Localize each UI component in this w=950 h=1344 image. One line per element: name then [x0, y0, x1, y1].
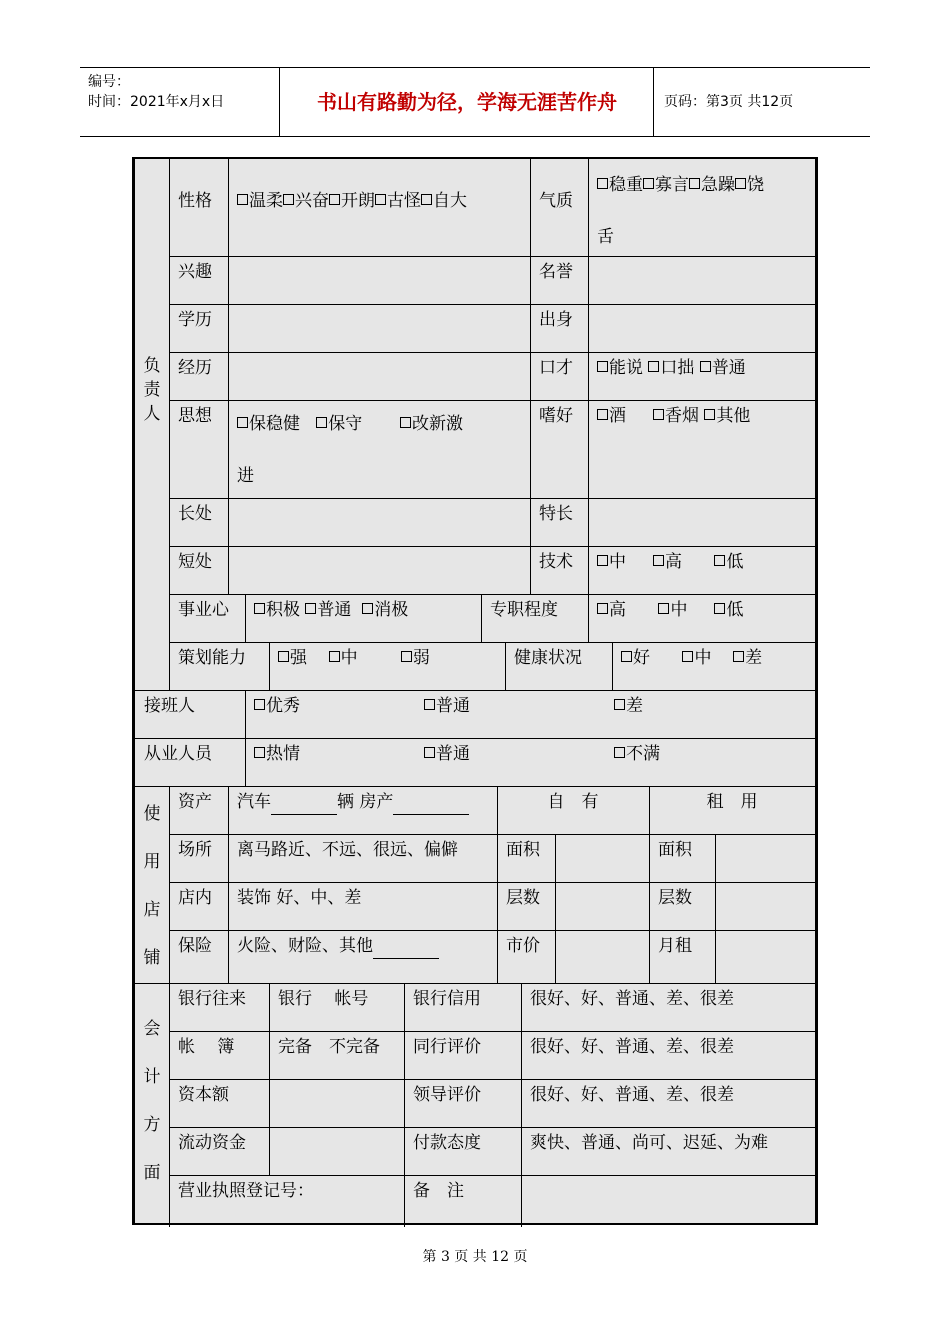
checkbox[interactable]: [362, 603, 373, 614]
thought-label: 思想: [178, 406, 212, 426]
checkbox[interactable]: [400, 417, 411, 428]
hobby-label: 嗜好: [539, 406, 573, 426]
leader-eval-label: 领导评价: [413, 1085, 481, 1105]
page-footer: 第 3 页 共 12 页: [422, 1249, 528, 1265]
checkbox[interactable]: [424, 747, 435, 758]
dedication-options: 高 中 低: [588, 594, 743, 622]
market-price-label: 市价: [506, 936, 540, 956]
checkbox[interactable]: [254, 603, 265, 614]
books-value: 完备 不完备: [278, 1037, 380, 1057]
assets-label: 资产: [178, 792, 212, 812]
assets-value: 汽车 辆 房产: [228, 786, 469, 815]
weakness-label: 短处: [178, 552, 212, 572]
interior-value: 装饰 好、中、差: [237, 888, 362, 908]
checkbox[interactable]: [648, 361, 659, 372]
rent-area-label: 面积: [658, 840, 692, 860]
assets-rent: 租 用: [706, 792, 758, 812]
license-label: 营业执照登记号：: [178, 1181, 314, 1201]
checkbox[interactable]: [278, 651, 289, 662]
reputation-label: 名誉: [539, 262, 573, 282]
interior-label: 店内: [178, 888, 212, 908]
accounting-group-label: 会 计 方 面: [143, 1019, 161, 1183]
temperament-label: 气质: [539, 191, 573, 211]
assets-own: 自 有: [547, 792, 599, 812]
checkbox[interactable]: [689, 178, 700, 189]
rent-floors-label: 层数: [658, 888, 692, 908]
interest-label: 兴趣: [178, 262, 212, 282]
checkbox[interactable]: [733, 651, 744, 662]
remark-label: 备 注: [413, 1181, 464, 1201]
checkbox[interactable]: [653, 409, 664, 420]
books-label: 帐 簿: [178, 1037, 235, 1057]
bank-credit-rating: 很好、好、普通、差、很差: [530, 989, 734, 1009]
header-meta: [80, 68, 280, 136]
checkbox[interactable]: [237, 417, 248, 428]
place-value: 离马路近、不远、很远、偏僻: [237, 840, 458, 860]
career-options: 积极 普通 消极: [245, 594, 408, 622]
checkbox[interactable]: [614, 747, 625, 758]
peer-eval-label: 同行评价: [413, 1037, 481, 1057]
checkbox[interactable]: [614, 699, 625, 710]
motto: 书山有路勤为径，学海无涯苦作舟: [281, 68, 654, 136]
checkbox[interactable]: [329, 194, 340, 205]
checkbox[interactable]: [643, 178, 654, 189]
payment-attitude-rating: 爽快、普通、尚可、迟延、为难: [530, 1133, 768, 1153]
time-label: 时间：2021年x月x日: [88, 94, 225, 110]
career-label: 事业心: [178, 600, 229, 620]
liquid-funds-label: 流动资金: [178, 1133, 246, 1153]
bank-value: 银行 帐号: [278, 989, 369, 1009]
education-label: 学历: [178, 310, 212, 330]
eloquence-options: 能说 口拙 普通: [588, 352, 746, 380]
bank-label: 银行往来: [178, 989, 246, 1009]
page-indicator: 页码：第3页 共12页: [664, 94, 794, 110]
insurance-value: 火险、财险、其他: [228, 930, 439, 959]
planning-options: 强 中 弱: [269, 642, 430, 670]
monthly-rent-label: 月租: [658, 936, 692, 956]
payment-attitude-label: 付款态度: [413, 1133, 481, 1153]
checkbox[interactable]: [254, 747, 265, 758]
specialty-label: 特长: [539, 504, 573, 524]
checkbox[interactable]: [329, 651, 340, 662]
experience-label: 经历: [178, 358, 212, 378]
staff-options: 热情 普通 不满: [245, 738, 815, 742]
checkbox[interactable]: [597, 361, 608, 372]
checkbox[interactable]: [375, 194, 386, 205]
staff-label: 从业人员: [144, 744, 212, 764]
checkbox[interactable]: [424, 699, 435, 710]
successor-label: 接班人: [144, 696, 195, 716]
checkbox[interactable]: [735, 178, 746, 189]
checkbox[interactable]: [621, 651, 632, 662]
skill-options: 中 高 低: [588, 546, 743, 574]
own-area-label: 面积: [506, 840, 540, 860]
checkbox[interactable]: [401, 651, 412, 662]
place-label: 场所: [178, 840, 212, 860]
skill-label: 技术: [539, 552, 573, 572]
successor-options: 优秀 普通 差: [245, 690, 815, 694]
page-header: [80, 67, 870, 137]
customer-form-table: [132, 157, 818, 1225]
checkbox[interactable]: [700, 361, 711, 372]
responsible-group-label: 负 责 人: [143, 356, 161, 424]
number-label: 编号：: [88, 74, 130, 90]
capital-label: 资本额: [178, 1085, 229, 1105]
checkbox[interactable]: [237, 194, 248, 205]
checkbox[interactable]: [283, 194, 294, 205]
personality-label: 性格: [178, 191, 212, 211]
personality-options: 温柔 兴奋 开朗 古怪 自大: [228, 185, 467, 213]
health-options: 好 中 差: [612, 642, 762, 670]
checkbox[interactable]: [305, 603, 316, 614]
thought-options: 保稳健 保守 改新激 进: [237, 414, 464, 486]
checkbox[interactable]: [597, 603, 608, 614]
leader-eval-rating: 很好、好、普通、差、很差: [530, 1085, 734, 1105]
checkbox[interactable]: [682, 651, 693, 662]
checkbox[interactable]: [597, 178, 608, 189]
checkbox[interactable]: [714, 555, 725, 566]
checkbox[interactable]: [254, 699, 265, 710]
checkbox[interactable]: [597, 409, 608, 420]
checkbox[interactable]: [597, 555, 608, 566]
bank-credit-label: 银行信用: [413, 989, 481, 1009]
own-floors-label: 层数: [506, 888, 540, 908]
eloquence-label: 口才: [539, 358, 573, 378]
store-group-label: 使 用 店 铺: [143, 804, 161, 968]
checkbox[interactable]: [653, 555, 664, 566]
health-label: 健康状况: [514, 648, 582, 668]
peer-eval-rating: 很好、好、普通、差、很差: [530, 1037, 734, 1057]
checkbox[interactable]: [658, 603, 669, 614]
strength-label: 长处: [178, 504, 212, 524]
temperament-options: 稳重 寡言 急躁 饶 舌: [597, 175, 764, 247]
dedication-label: 专职程度: [490, 600, 558, 620]
hobby-options: 酒 香烟 其他: [588, 400, 750, 428]
checkbox[interactable]: [316, 417, 327, 428]
checkbox[interactable]: [704, 409, 715, 420]
insurance-label: 保险: [178, 936, 212, 956]
origin-label: 出身: [539, 310, 573, 330]
checkbox[interactable]: [421, 194, 432, 205]
planning-label: 策划能力: [178, 648, 246, 668]
checkbox[interactable]: [714, 603, 725, 614]
